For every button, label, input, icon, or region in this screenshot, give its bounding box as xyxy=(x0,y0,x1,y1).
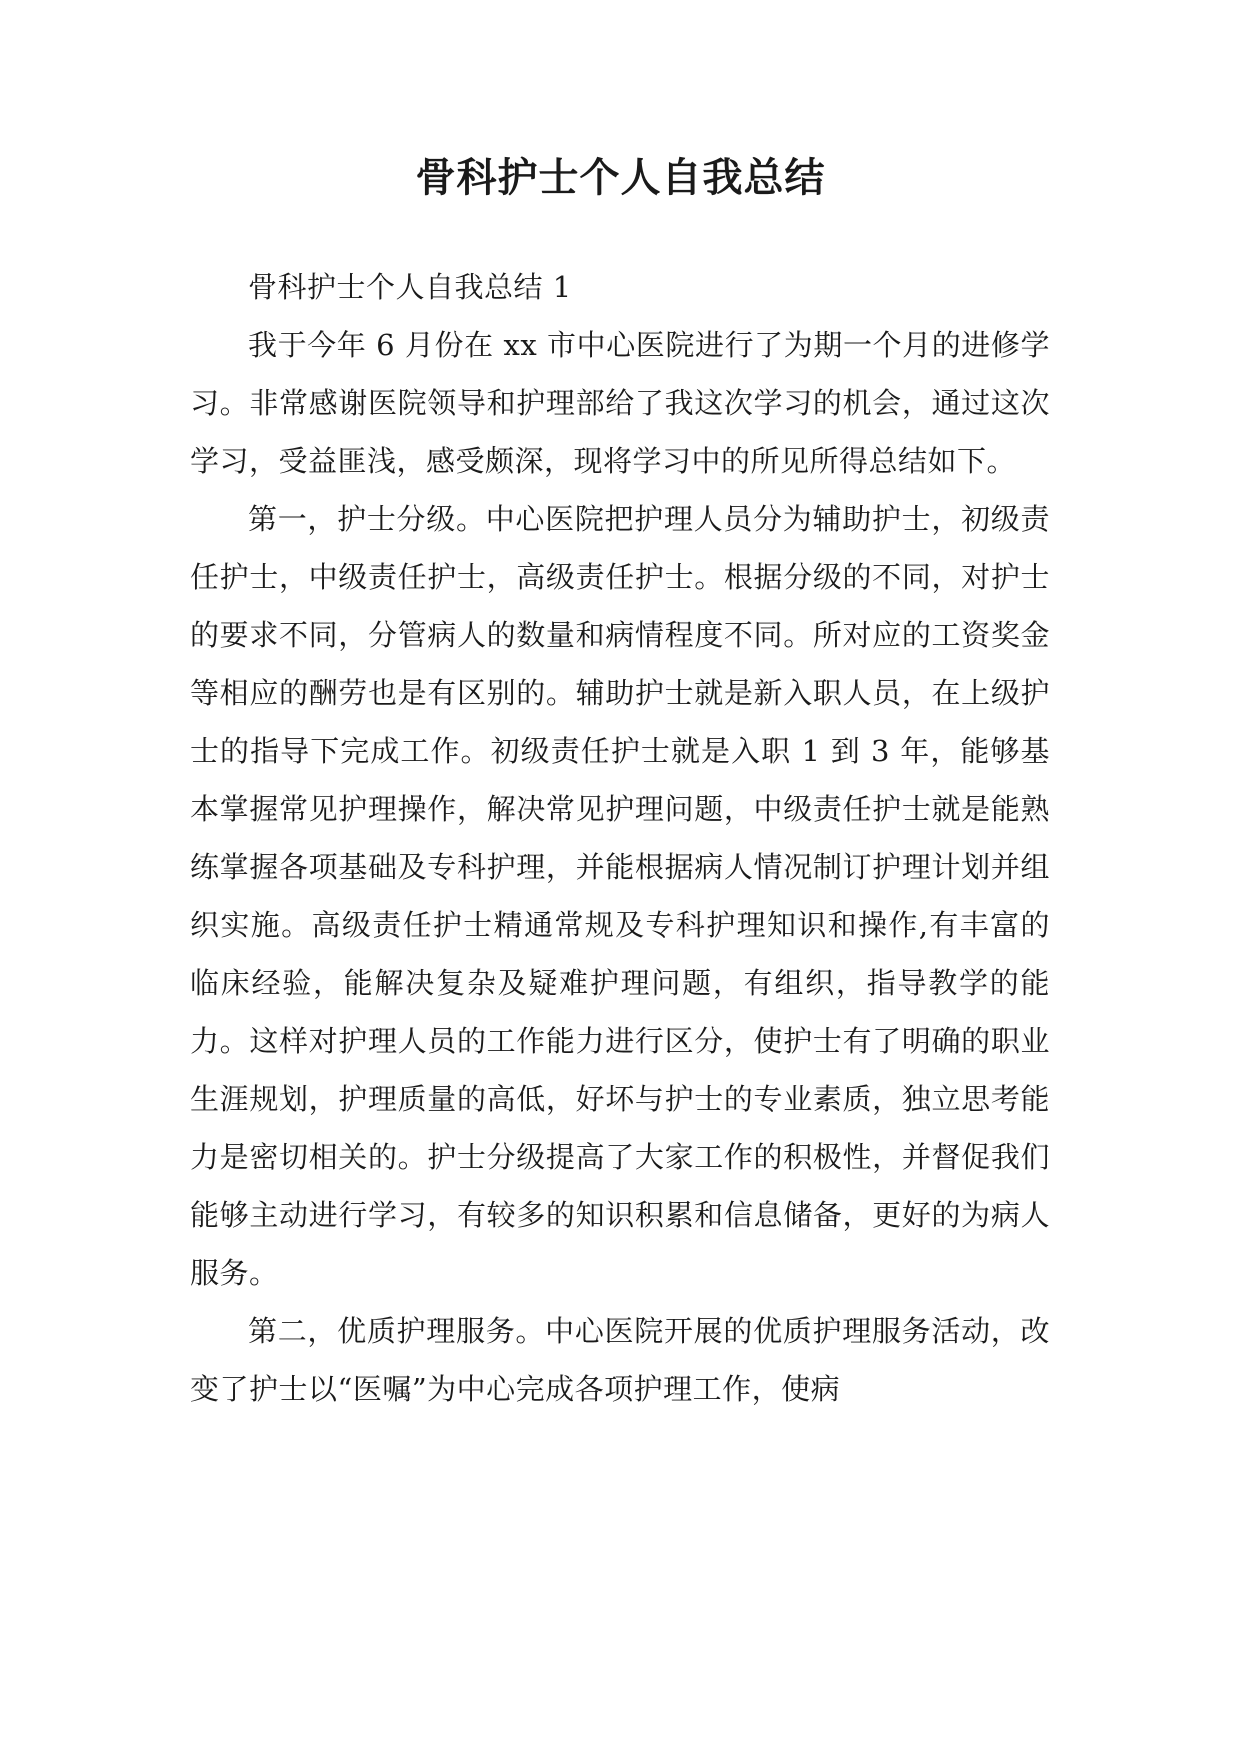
paragraph-nurse-grading: 第一，护士分级。中心医院把护理人员分为辅助护士，初级责任护士，中级责任护士，高级责任护士。根据分级的不同，对护士的要求不同，分管病人的数量和病情程度不同。所对应的工资奖金等相应的酬劳也是有区别的。辅助护士就是新入职人员，在上级护士的指导下完成工作。初级责任护士就是入职 1 到 3 年，能够基本掌握常见护理操作，解决常见护理问题，中级责任护士就是能熟练掌握各项基础及专科护理，并能根据病人情况制订护理计划并组织实施。高级责任护士精通常规及专科护理知识和操作,有丰富的临床经验，能解决复杂及疑难护理问题，有组织，指导教学的能力。这样对护理人员的工作能力进行区分，使护士有了明确的职业生涯规划，护理质量的高低，好坏与护士的专业素质，独立思考能力是密切相关的。护士分级提高了大家工作的积极性，并督促我们能够主动进行学习，有较多的知识积累和信息储备，更好的为病人服务。 xyxy=(190,502,1050,1290)
section-heading: 骨科护士个人自我总结 1 xyxy=(248,270,572,304)
document-body xyxy=(190,258,1050,1418)
paragraph-quality-care: 第二，优质护理服务。中心医院开展的优质护理服务活动，改变了护士以“医嘱”为中心完成各项护理工作，使病 xyxy=(190,1314,1050,1406)
document-title: 骨科护士个人自我总结 xyxy=(415,155,826,201)
paragraph-intro: 我于今年 6 月份在 xx 市中心医院进行了为期一个月的进修学习。非常感谢医院领导和护理部给了我这次学习的机会，通过这次学习，受益匪浅，感受颇深，现将学习中的所见所得总结如下。 xyxy=(190,328,1050,478)
